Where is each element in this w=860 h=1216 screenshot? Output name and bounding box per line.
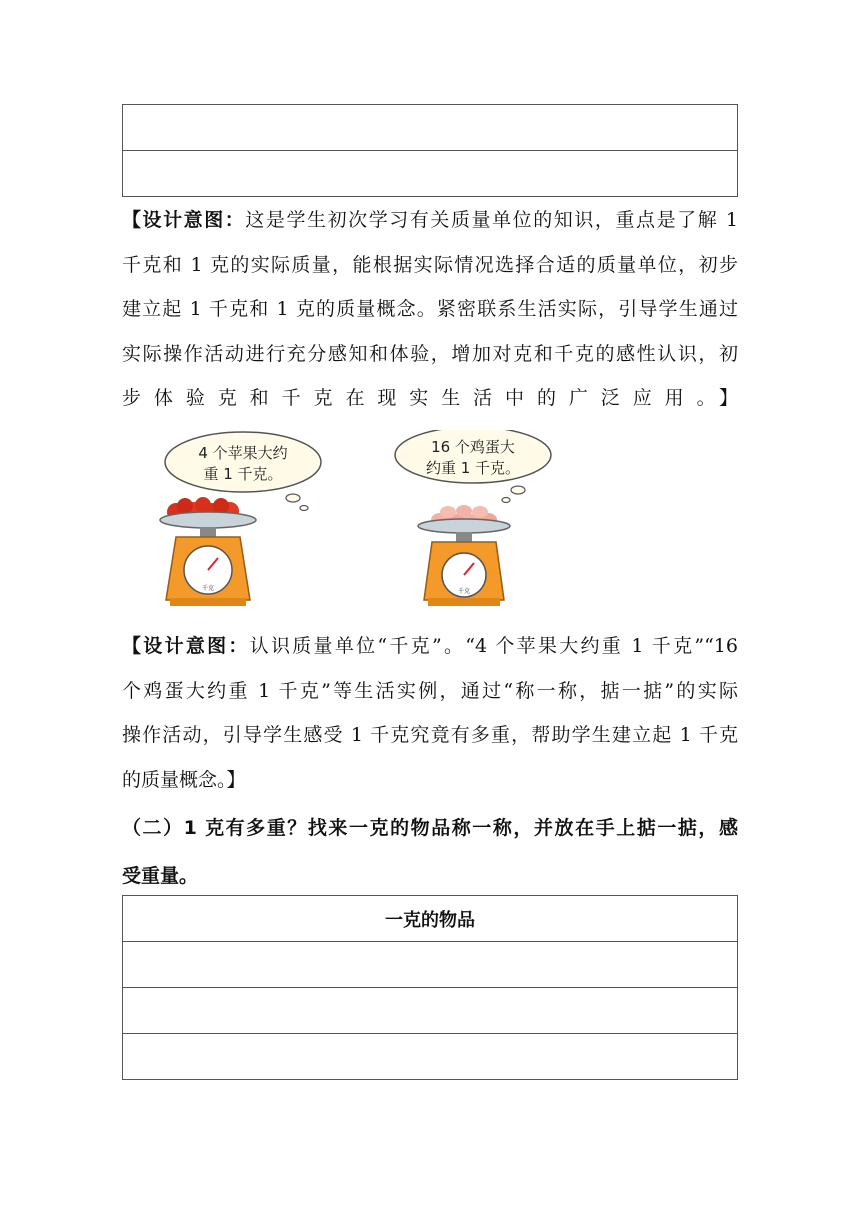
apple-scale-group	[160, 432, 321, 606]
table-row[interactable]	[123, 988, 738, 1034]
design-intent-label: 【设计意图：	[122, 635, 250, 657]
dial-label: 千克	[201, 585, 215, 592]
dial-label: 千克	[457, 588, 471, 595]
intent-line: 实际操作活动进行充分感知和体验，增加对克和千克的感性认识，初	[122, 342, 738, 365]
intent-line: 千克和 1 克的实际质量，能根据实际情况选择合适的质量单位，初步	[122, 253, 738, 276]
design-intent-label: 【设计意图：	[122, 209, 246, 231]
intent-line: 个鸡蛋大约重 1 千克”等生活实例，通过“称一称，掂一掂”的实际	[122, 679, 738, 702]
bubble-text-left: 重 1 千克。	[203, 465, 283, 483]
top-table-row	[123, 151, 738, 197]
design-intent-2	[122, 624, 738, 802]
bubble-text-left: 4 个苹果大约	[198, 444, 288, 462]
scales-illustration	[128, 430, 568, 616]
intent-line: 操作活动，引导学生感受 1 千克究竟有多重，帮助学生建立起 1 千克	[122, 724, 738, 747]
intent-line: 步体验克和千克在现实生活中的广泛应用。】	[122, 387, 738, 410]
table-header: 一克的物品	[123, 896, 738, 942]
thought-bubble-right	[395, 430, 551, 503]
section-2-heading	[122, 804, 738, 900]
heading-line: 受重量。	[122, 865, 199, 887]
scale-icon	[160, 512, 256, 606]
intent-line: 的质量概念。】	[122, 768, 246, 791]
table-row[interactable]	[123, 942, 738, 988]
intent-line: 这是学生初次学习有关质量单位的知识，重点是了解 1	[245, 209, 738, 231]
design-intent-1	[122, 198, 738, 421]
top-table	[122, 104, 738, 197]
intent-line: 建立起 1 千克和 1 克的质量概念。紧密联系生活实际，引导学生通过	[122, 298, 738, 321]
egg-scale-group	[395, 430, 551, 606]
scale-icon	[418, 519, 510, 606]
intent-line: 认识质量单位“千克”。“4 个苹果大约重 1 千克”“16	[249, 635, 738, 657]
bubble-text-right: 16 个鸡蛋大	[431, 438, 515, 456]
top-table-row	[123, 105, 738, 151]
one-gram-items-table	[122, 895, 738, 1080]
bubble-text-right: 约重 1 千克。	[425, 459, 521, 477]
table-row[interactable]	[123, 1034, 738, 1080]
heading-line: （二）1 克有多重？找来一克的物品称一称，并放在手上掂一掂，感	[122, 817, 738, 839]
thought-bubble-left	[165, 432, 321, 511]
